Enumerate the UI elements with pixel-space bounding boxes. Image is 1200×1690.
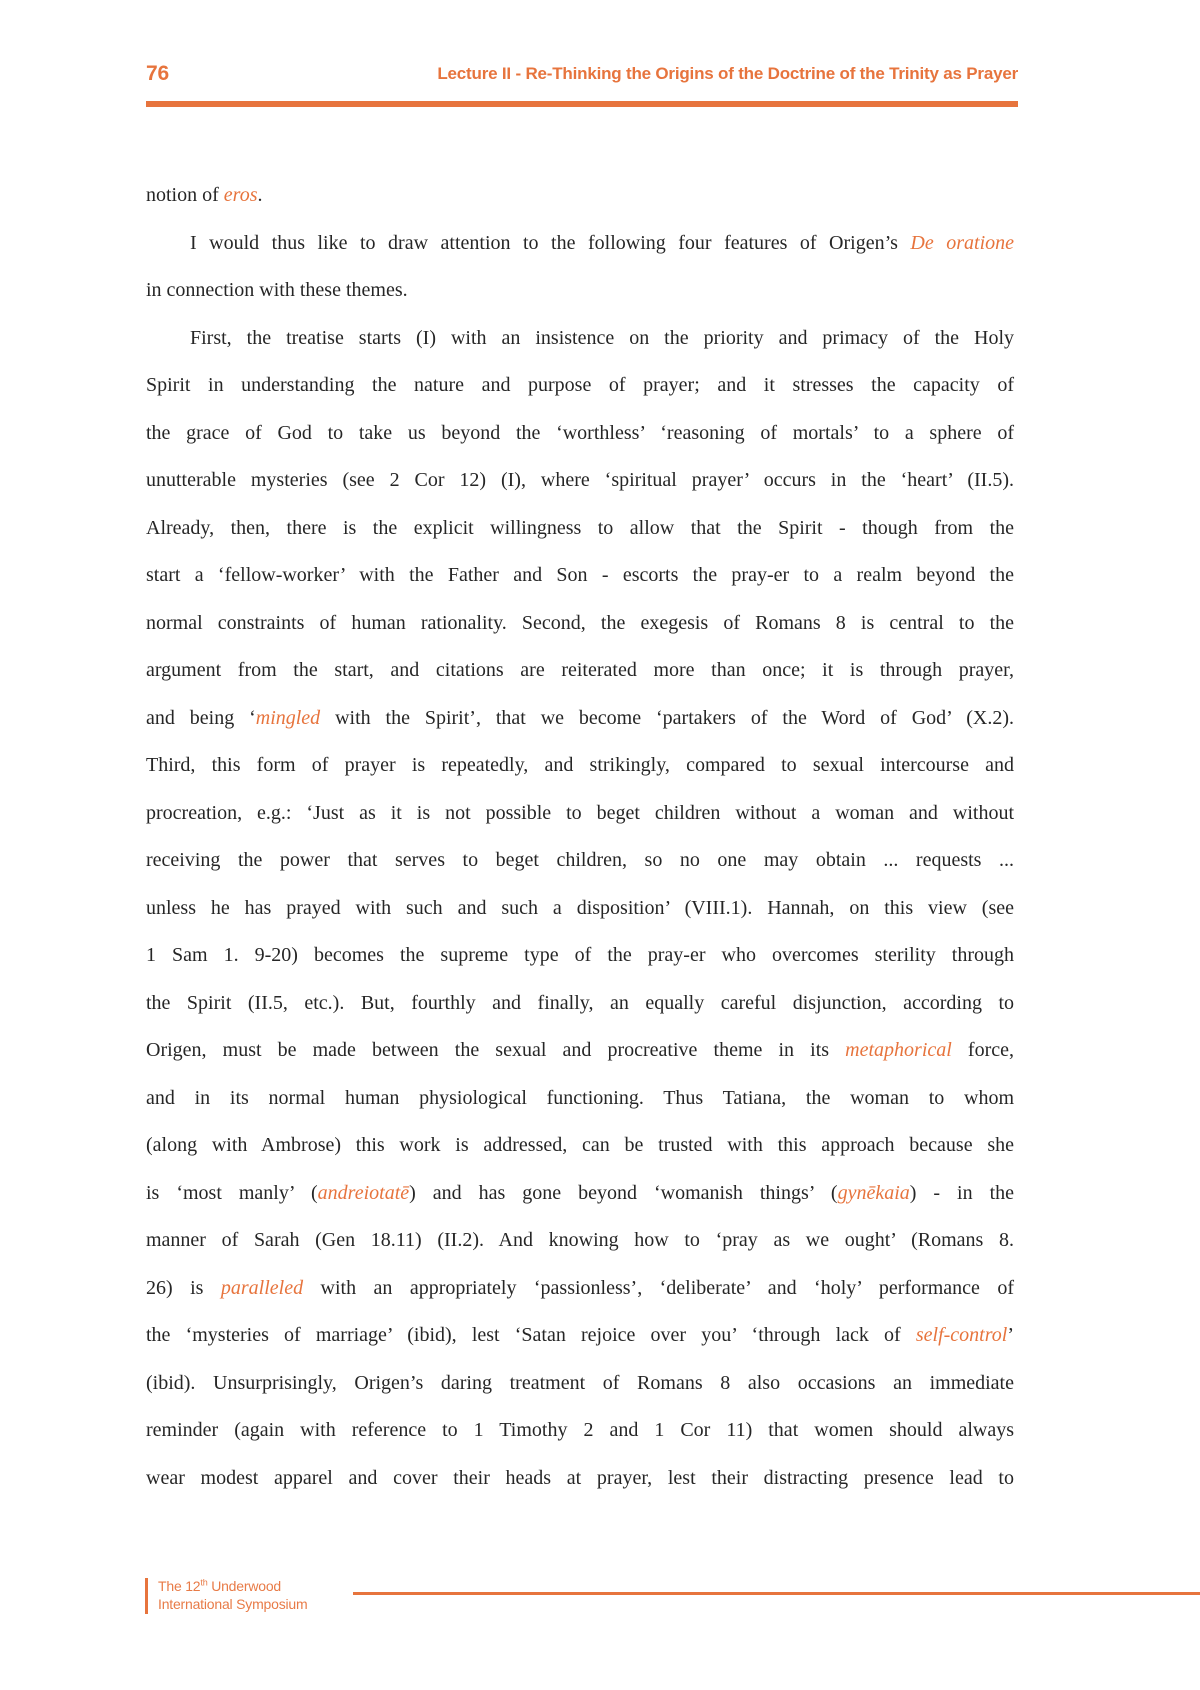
- text-line: [146, 1360, 1014, 1408]
- text-line: [146, 980, 1014, 1028]
- text-line: [146, 647, 1014, 695]
- text-segment: Already, then, there is the explicit willingness to allow that the Spirit - though from the: [146, 516, 1014, 539]
- text-line: [146, 1027, 1014, 1075]
- text-line: [146, 600, 1014, 648]
- text-line: [146, 220, 1014, 268]
- text-segment: with an appropriately ‘passionless’, ‘deliberate’ and ‘holy’ performance of: [303, 1276, 1015, 1299]
- accent-term: metaphorical: [845, 1039, 952, 1061]
- text-line: [146, 837, 1014, 885]
- footer-text-segment: Underwood: [207, 1578, 281, 1594]
- text-segment: unutterable mysteries (see 2 Cor 12) (I), where ‘spiritual prayer’ occurs in the ‘heart’ (II.5).: [146, 469, 1014, 491]
- text-segment: Third, this form of prayer is repeatedly, and strikingly, compared to sexual intercourse and: [146, 754, 1014, 776]
- page-number: 76: [146, 62, 169, 85]
- accent-term: eros: [223, 184, 258, 206]
- text-segment: ’: [1007, 1324, 1014, 1346]
- text-line: [146, 1122, 1014, 1170]
- text-line: [146, 1455, 1014, 1503]
- footer-symposium-label: [158, 1577, 307, 1613]
- footer-rule: [353, 1592, 1200, 1595]
- page-header: [146, 62, 1018, 86]
- text-segment: notion of: [146, 184, 224, 206]
- text-segment: (ibid). Unsurprisingly, Origen’s daring treatment of Romans 8 also occasions an immediate: [146, 1371, 1014, 1394]
- text-segment: with the Spirit’, that we become ‘partakers of the Word of God’ (X.2).: [320, 706, 1014, 729]
- footer-text-segment: The 12: [158, 1578, 201, 1594]
- text-segment: reminder (again with reference to 1 Timothy 2 and 1 Cor 11) that women should always: [146, 1419, 1014, 1441]
- text-segment: I would thus like to draw attention to the following four features of Origen’s: [190, 231, 911, 254]
- text-segment: 1 Sam 1. 9-20) becomes the supreme type of the pray-er who overcomes sterility through: [146, 944, 1014, 966]
- text-segment: unless he has prayed with such and such a disposition’ (VIII.1). Hannah, on this view (see: [146, 896, 1014, 919]
- text-segment: force,: [951, 1039, 1015, 1061]
- text-segment: is ‘most manly’ (: [146, 1181, 318, 1204]
- text-line: [146, 1312, 1014, 1360]
- text-line: [146, 1075, 1014, 1123]
- text-segment: wear modest apparel and cover their heads at prayer, lest their distracting presence lead to: [146, 1466, 1014, 1489]
- text-segment: argument from the start, and citations are reiterated more than once; it is through prayer,: [146, 659, 1014, 681]
- footer-ordinal-suffix: th: [200, 1577, 208, 1588]
- footer-accent-bar: [145, 1578, 148, 1614]
- text-segment: and being ‘: [146, 706, 256, 729]
- footer-line-2: International Symposium: [158, 1596, 308, 1612]
- text-line: [146, 790, 1014, 838]
- accent-term: self-control: [915, 1324, 1008, 1346]
- text-line: [146, 1217, 1014, 1265]
- text-segment: 26) is: [146, 1276, 221, 1299]
- text-line: [146, 885, 1014, 933]
- text-line: [146, 695, 1014, 743]
- text-line: [146, 172, 1014, 220]
- text-segment: First, the treatise starts (I) with an insistence on the priority and primacy of the Holy: [190, 326, 1014, 349]
- text-segment: the Spirit (II.5, etc.). But, fourthly and finally, an equally careful disjunction, according to: [146, 991, 1014, 1014]
- text-segment: .: [257, 184, 263, 206]
- accent-term: paralleled: [220, 1276, 304, 1299]
- accent-term: andreiotatē: [317, 1181, 410, 1204]
- body-text: [146, 172, 1014, 1502]
- accent-term: De oratione: [910, 231, 1014, 254]
- text-segment: ) and has gone beyond ‘womanish things’ (: [409, 1181, 838, 1204]
- text-segment: start a ‘fellow-worker’ with the Father and Son - escorts the pray-er to a realm beyond the: [146, 564, 1014, 586]
- text-line: [146, 457, 1014, 505]
- text-line: [146, 362, 1014, 410]
- text-line: [146, 1170, 1014, 1218]
- text-segment: and in its normal human physiological functioning. Thus Tatiana, the woman to whom: [146, 1086, 1014, 1109]
- header-rule: [146, 101, 1018, 107]
- text-segment: the ‘mysteries of marriage’ (ibid), lest ‘Satan rejoice over you’ ‘through lack of: [146, 1324, 916, 1346]
- text-line: [146, 410, 1014, 458]
- text-segment: ) - in the: [909, 1181, 1014, 1204]
- accent-term: mingled: [255, 706, 321, 729]
- text-line: [146, 1407, 1014, 1455]
- text-line: [146, 505, 1014, 553]
- text-segment: in connection with these themes.: [146, 279, 408, 301]
- text-segment: the grace of God to take us beyond the ‘worthless’ ‘reasoning of mortals’ to a sphere of: [146, 421, 1014, 444]
- text-segment: (along with Ambrose) this work is addressed, can be trusted with this approach because she: [146, 1134, 1014, 1156]
- text-line: [146, 552, 1014, 600]
- text-line: [146, 932, 1014, 980]
- accent-term: gynēkaia: [837, 1181, 910, 1204]
- text-segment: receiving the power that serves to beget children, so no one may obtain ... requests ...: [146, 849, 1014, 871]
- text-line: [146, 1265, 1014, 1313]
- text-segment: manner of Sarah (Gen 18.11) (II.2). And knowing how to ‘pray as we ought’ (Romans 8.: [146, 1229, 1014, 1251]
- text-segment: Spirit in understanding the nature and purpose of prayer; and it stresses the capacity of: [146, 374, 1014, 396]
- text-segment: normal constraints of human rationality. Second, the exegesis of Romans 8 is central to the: [146, 611, 1014, 634]
- text-line: [146, 267, 1014, 315]
- text-segment: Origen, must be made between the sexual and procreative theme in its: [146, 1039, 846, 1061]
- text-segment: procreation, e.g.: ‘Just as it is not possible to beget children without a woman and without: [146, 801, 1014, 824]
- text-line: [146, 315, 1014, 363]
- text-line: [146, 742, 1014, 790]
- running-header-title: Lecture II - Re-Thinking the Origins of the Doctrine of the Trinity as Prayer: [437, 64, 1018, 83]
- footer-line-1: [158, 1577, 307, 1595]
